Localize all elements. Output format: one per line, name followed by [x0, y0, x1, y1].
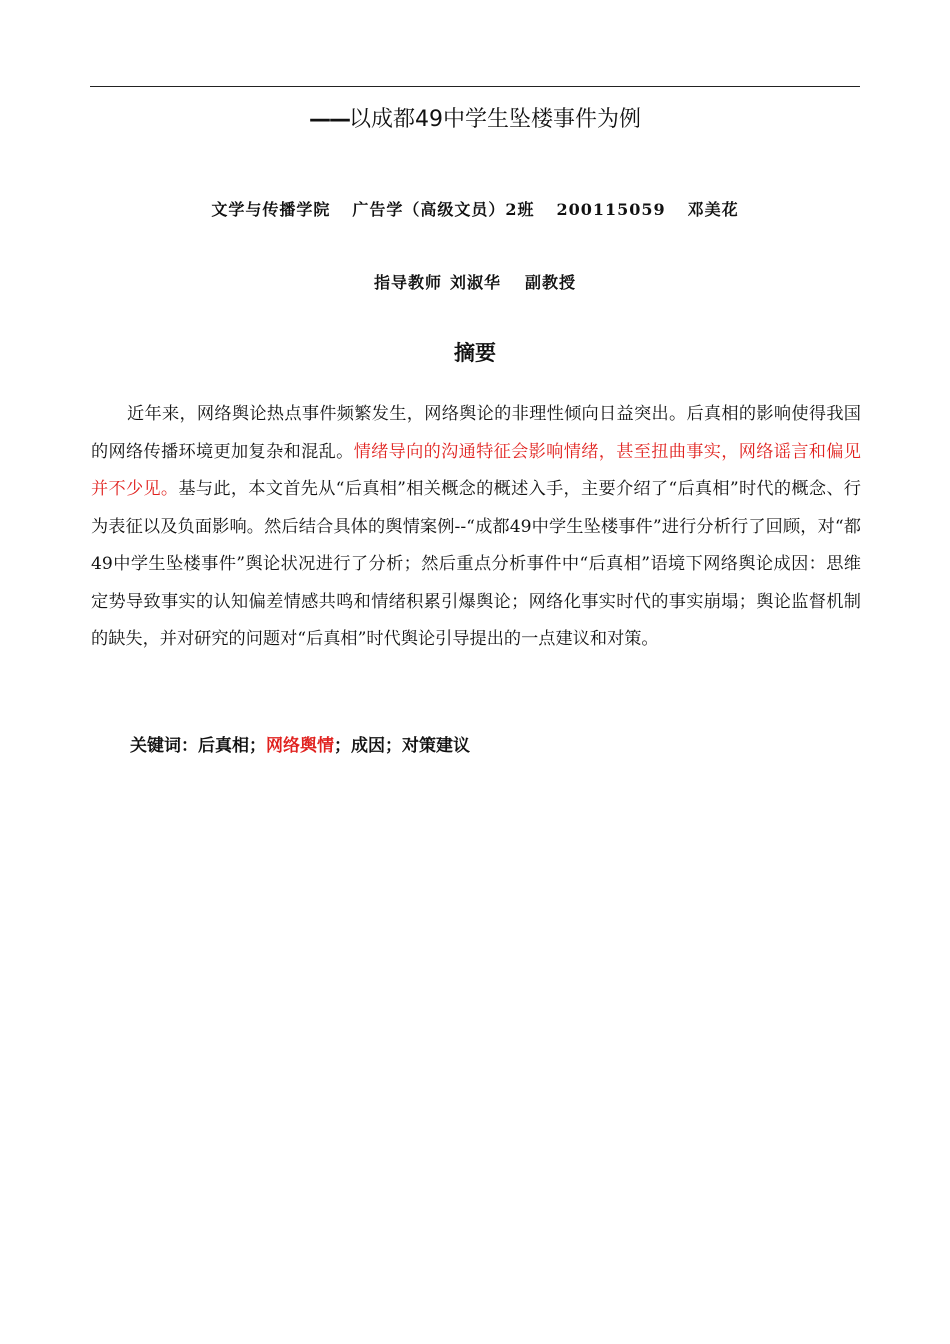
- abstract-part-3: 基与此，本文首先从“后真相”相关概念的概述入手，主要介绍了“后真相”时代的概念、行为表征以及负面影响。然后结合具体的舆情案例--“成都49中学生坠楼事件”进行分析行了回顾，对“都49中学生坠楼事件”舆论状况进行了分析；然后重点分析事件中“后真相”语境下网络舆论成因：思维定势导致事实的认知偏差情感共鸣和情绪积累引爆舆论；网络化事实时代的事实崩塌；舆论监督机制的缺失，并对研究的问题对“后真相”时代舆论引导提出的一点建议和对策。: [91, 479, 861, 649]
- keywords-line: [130, 732, 470, 760]
- advisor-label: 指导教师: [373, 273, 442, 292]
- top-rule: [90, 86, 860, 87]
- keyword-3: 成因: [351, 736, 385, 756]
- author-line: [0, 198, 950, 222]
- advisor-title: 副教授: [525, 273, 577, 292]
- keyword-2-highlight: 网络舆情: [266, 736, 334, 756]
- abstract-body: [91, 396, 861, 659]
- advisor-line: [0, 271, 950, 295]
- keyword-4: 对策建议: [402, 736, 470, 756]
- author-student-id: 200115059: [556, 200, 666, 219]
- keyword-separator: ；: [249, 736, 266, 756]
- author-name: 邓美花: [687, 200, 739, 219]
- abstract-part-1: 近年来，网络舆论热点事件频繁发生，网络舆论的非理性倾向日益突出。后真相的影响使得我国的网络传播环境更加复杂和混乱。: [91, 404, 861, 462]
- author-major: 广告学（高级文员）2班: [352, 200, 535, 219]
- abstract-heading: 摘要: [454, 341, 496, 365]
- author-school: 文学与传播学院: [211, 200, 331, 219]
- keyword-1: 后真相: [198, 736, 249, 756]
- abstract-part-2-highlight: 情绪导向的沟通特征会影响情绪，甚至扭曲事实，网络谣言和偏见并不少见。: [91, 441, 861, 499]
- keyword-separator: ；: [385, 736, 402, 756]
- subtitle-text: 以成都49中学生坠楼事件为例: [349, 107, 641, 132]
- keyword-separator: ；: [334, 736, 351, 756]
- keywords-label: 关键词：: [130, 736, 198, 756]
- subtitle: [0, 104, 950, 136]
- subtitle-dash: ——: [309, 107, 349, 132]
- advisor-name: 刘淑华: [449, 273, 501, 292]
